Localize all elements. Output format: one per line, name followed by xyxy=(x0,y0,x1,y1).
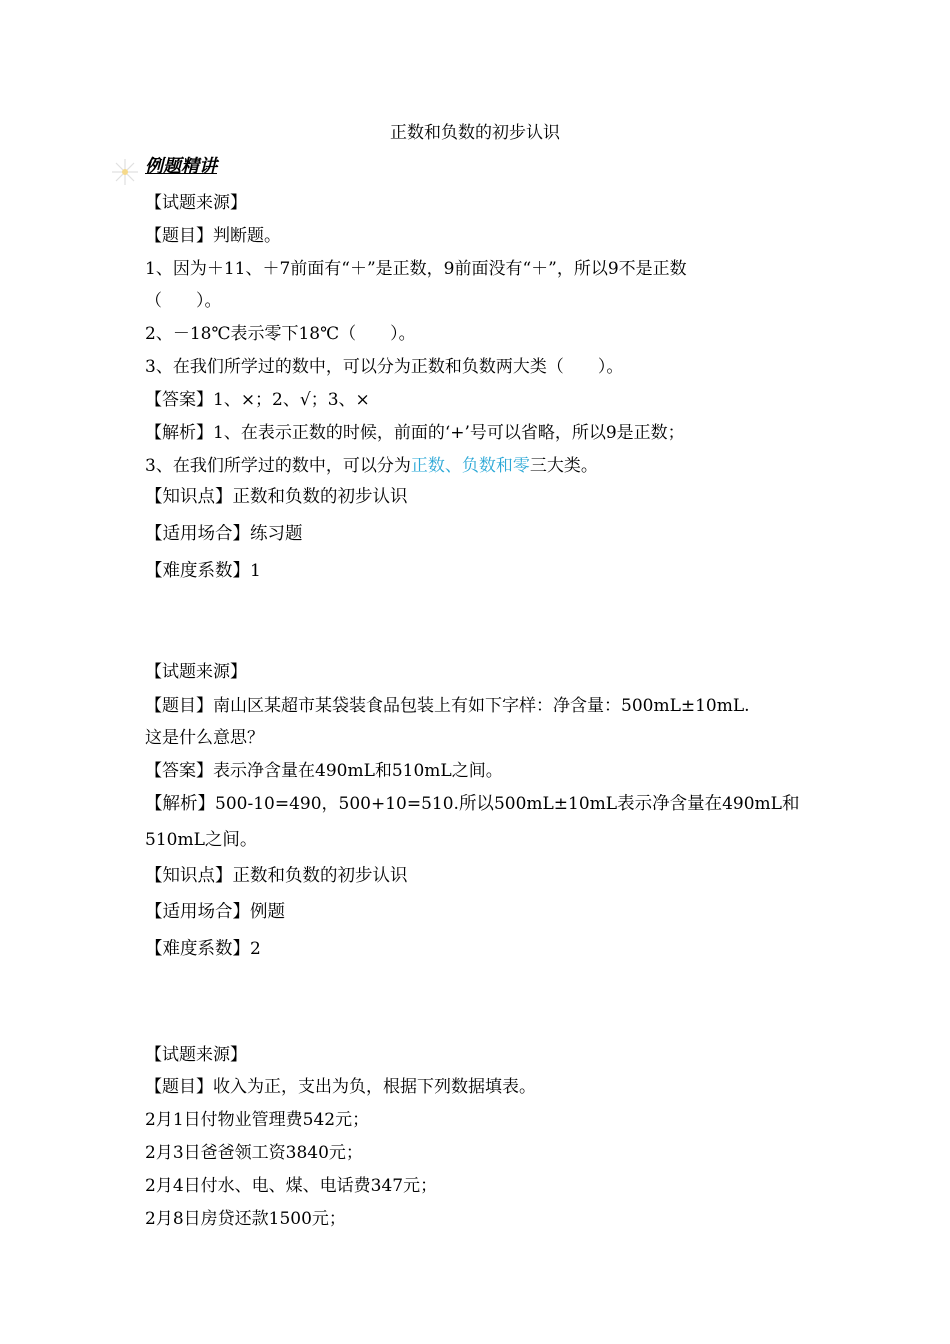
q2-difficulty xyxy=(145,935,261,960)
q1-statement-1: 1、因为＋11、＋7前面有“＋”是正数，9前面没有“＋”，所以9不是正数 xyxy=(145,259,687,279)
q2-difficulty-label: 【难度系数】 xyxy=(145,939,250,959)
q1-difficulty-label: 【难度系数】 xyxy=(145,561,250,581)
q2-analysis-label: 【解析】 xyxy=(145,794,215,814)
q1-statement-2: 2、－18℃表示零下18℃（ ）。 xyxy=(145,324,416,344)
q1-difficulty-value: 1 xyxy=(250,561,261,581)
q2-answer: 【答案】表示净含量在490mL和510mL之间。 xyxy=(145,761,503,781)
q1-knowledge-point: 【知识点】正数和负数的初步认识 xyxy=(145,487,408,507)
q2-usage: 【适用场合】例题 xyxy=(145,902,285,922)
q2-knowledge-point: 【知识点】正数和负数的初步认识 xyxy=(145,866,408,886)
q3-source: 【试题来源】 xyxy=(145,1045,247,1065)
q1-difficulty xyxy=(145,557,261,582)
sparkle-icon xyxy=(110,157,140,187)
q2-analysis-text-3: 和 xyxy=(781,794,800,814)
q2-source: 【试题来源】 xyxy=(145,662,247,682)
q1-analysis-text: 3、在我们所学过的数中，可以分为 xyxy=(145,456,411,476)
q2-analysis xyxy=(145,789,799,815)
q2-analysis-value-2: 490mL xyxy=(722,794,782,814)
q2-stem: 【题目】南山区某超市某袋装食品包装上有如下字样：净含量：500mL±10mL. xyxy=(145,696,750,716)
q1-source: 【试题来源】 xyxy=(145,193,247,213)
q2-analysis-text-2: 表示净含量在 xyxy=(617,794,723,814)
q2-difficulty-value: 2 xyxy=(250,939,261,959)
q2-analysis-text-4: 之间。 xyxy=(204,830,258,850)
q2-analysis-calc: 500-10=490，500+10=510. xyxy=(215,794,459,814)
section-heading: 例题精讲 xyxy=(145,156,217,177)
q2-analysis-line-2 xyxy=(145,826,257,851)
q1-answer: 【答案】1、×；2、√；3、× xyxy=(145,390,370,410)
q1-statement-3: 3、在我们所学过的数中，可以分为正数和负数两大类（ ）。 xyxy=(145,357,624,377)
document-title: 正数和负数的初步认识 xyxy=(390,123,560,143)
q3-data-1: 2月1日付物业管理费542元； xyxy=(145,1110,370,1130)
q1-analysis-tail: 三大类。 xyxy=(529,456,598,476)
q1-stem: 【题目】判断题。 xyxy=(145,226,281,246)
q1-analysis-highlight: 正数、负数和零 xyxy=(410,456,530,476)
q1-statement-1-blank: （ ）。 xyxy=(145,291,222,311)
q3-data-4: 2月8日房贷还款1500元； xyxy=(145,1209,346,1229)
q2-analysis-text-1: 所以 xyxy=(458,794,494,814)
q2-analysis-value-3: 510mL xyxy=(145,830,205,850)
q1-usage: 【适用场合】练习题 xyxy=(145,524,303,544)
q2-stem-line-2: 这是什么意思？ xyxy=(145,728,264,748)
q1-analysis-line-2 xyxy=(145,451,598,476)
q3-stem: 【题目】收入为正，支出为负，根据下列数据填表。 xyxy=(145,1077,536,1097)
q1-analysis: 【解析】1、在表示正数的时候，前面的‘+’号可以省略，所以9是正数； xyxy=(145,423,685,443)
q3-data-2: 2月3日爸爸领工资3840元； xyxy=(145,1143,363,1163)
q3-data-3: 2月4日付水、电、煤、电话费347元； xyxy=(145,1176,438,1196)
q2-analysis-value-1: 500mL±10mL xyxy=(493,794,618,814)
